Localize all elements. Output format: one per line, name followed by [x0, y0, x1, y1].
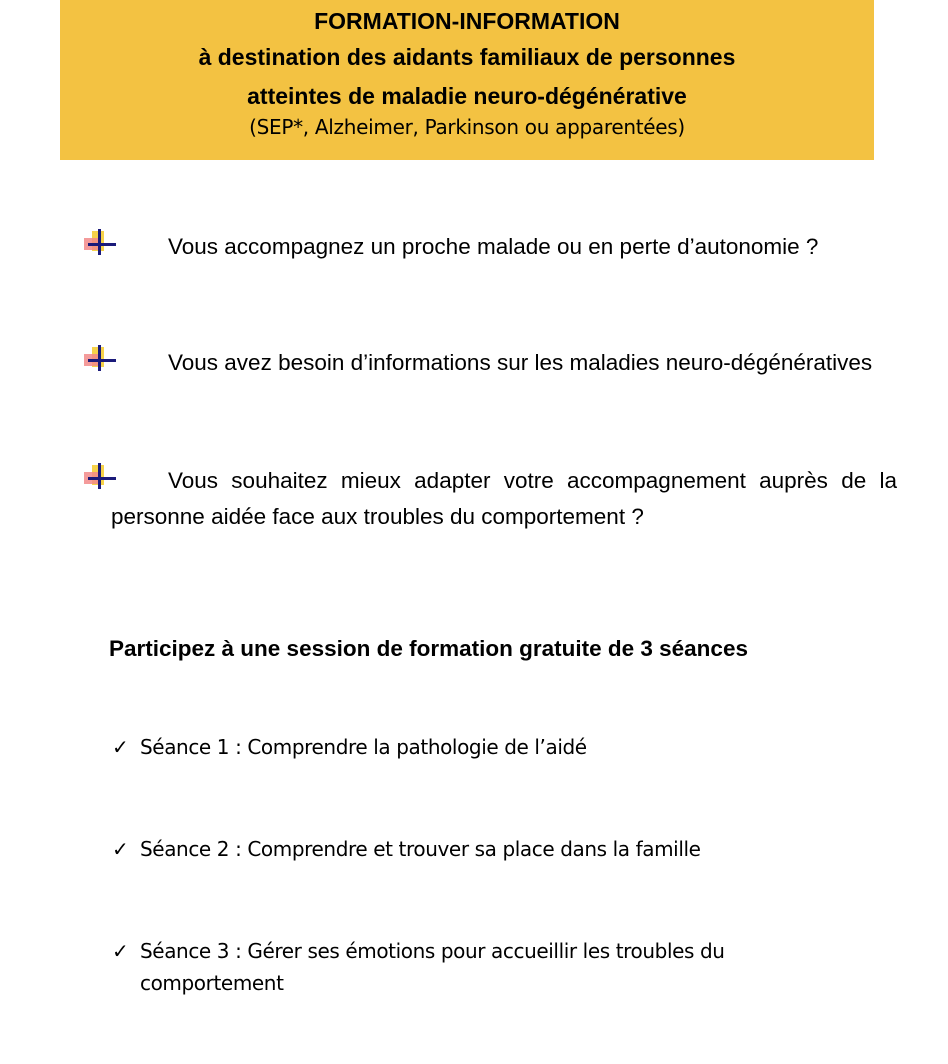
session-text: Séance 1 : Comprendre la pathologie de l’aidé	[140, 735, 587, 759]
session-text: Séance 2 : Comprendre et trouver sa place dans la famille	[140, 837, 701, 861]
header-banner	[60, 0, 874, 160]
banner-subtitle-line-2: atteintes de maladie neuro-dégénérative	[247, 83, 687, 109]
banner-subtitle-line-1: à destination des aidants familiaux de personnes	[198, 44, 736, 70]
question-text: Vous accompagnez un proche malade ou en perte d’autonomie ?	[168, 234, 819, 259]
banner-disease-list: (SEP*, Alzheimer, Parkinson ou apparentées)	[249, 115, 685, 139]
checkmark-icon: ✓	[112, 939, 129, 963]
question-text: Vous avez besoin d’informations sur les maladies neuro-dégénératives	[168, 350, 873, 375]
checkmark-icon: ✓	[112, 837, 129, 861]
question-text: Vous souhaitez mieux adapter votre accompagnement auprès de la personne aidée face aux troubles du comportement ?	[111, 468, 897, 529]
checkmark-icon: ✓	[112, 735, 129, 759]
call-to-action-heading: Participez à une session de formation gratuite de 3 séances	[109, 636, 748, 661]
session-text: Séance 3 : Gérer ses émotions pour accueillir les troubles du comportement	[140, 939, 725, 995]
banner-title: FORMATION-INFORMATION	[314, 8, 620, 34]
